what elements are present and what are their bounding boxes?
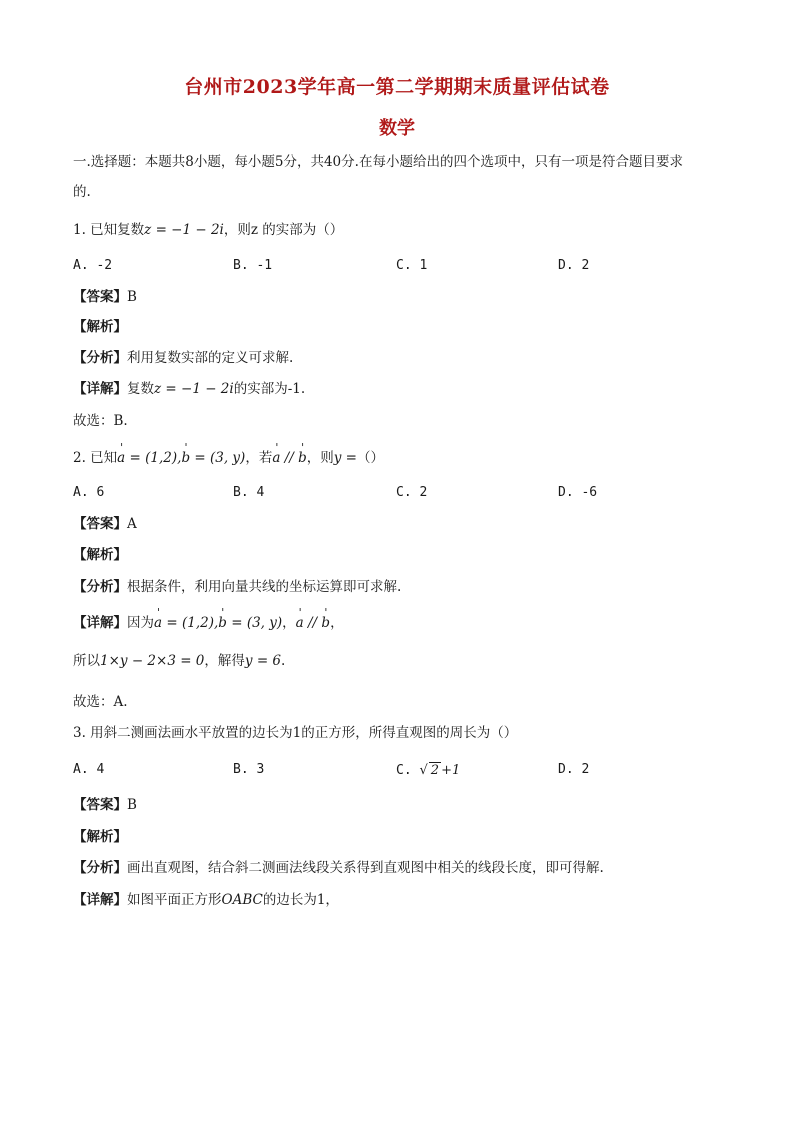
q1-answer-value: B	[127, 289, 137, 305]
q1-option-a: A. -2	[73, 258, 113, 273]
q2-xiangjie-pre: 因为	[127, 615, 154, 631]
q1-xiangjie-post: 的实部为-1.	[233, 381, 306, 397]
q3-analysis-label: 【解析】	[73, 829, 127, 845]
q2-step-dot: .	[281, 653, 286, 669]
section-instructions-line1: 一.选择题：本题共8小题，每小题5分，共40分.在每小题给出的四个选项中，只有一项是符合题目要求	[73, 154, 683, 170]
subject-title: 数学	[379, 118, 415, 139]
q2-answer-value: A	[127, 516, 137, 532]
q2-xiangjie	[73, 614, 344, 632]
q1-xiangjie-pre: 复数	[127, 381, 154, 397]
q1-option-c: C. 1	[396, 258, 428, 273]
q1-fenxi	[73, 349, 293, 367]
q3-xiangjie-label: 【详解】	[73, 892, 127, 908]
q2-xj-vector-a: ' a	[154, 614, 162, 632]
q1-conclusion: 故选：B.	[73, 413, 128, 429]
q1-xiangjie-expr: z = −1 − 2i	[154, 381, 234, 397]
q3-xiangjie-pre: 如图平面正方形	[127, 892, 222, 908]
q3-option-b: B. 3	[233, 762, 265, 777]
q2-xj-vector-b: ' b	[218, 614, 227, 632]
q2-fenxi	[73, 578, 401, 596]
exam-title: 台州市2023学年高一第二学期期末质量评估试卷	[184, 76, 610, 98]
q2-xj-end: ，	[330, 615, 344, 631]
q1-option-d: D. 2	[558, 258, 590, 273]
q2-option-c: C. 2	[396, 485, 428, 500]
q2-stem-post: ，则	[306, 450, 334, 466]
q1-analysis-label: 【解析】	[73, 319, 127, 335]
q2-analysis-label: 【解析】	[73, 547, 127, 563]
q2-step-expr: 1×y − 2×3 = 0	[100, 653, 205, 669]
q2-stem-mid: ，若	[245, 450, 273, 466]
q3-option-c	[396, 762, 460, 778]
q2-fenxi-label: 【分析】	[73, 579, 127, 595]
q2-vector-b: ' b	[181, 449, 190, 467]
q1-xiangjie	[73, 380, 305, 398]
q2-stem-pre: 2. 已知	[73, 450, 118, 466]
q3-option-c-rest: +1	[441, 763, 461, 778]
q2-xiangjie-label: 【详解】	[73, 615, 127, 631]
q1-xiangjie-label: 【详解】	[73, 381, 127, 397]
q3-option-c-sqrt-sign: √	[419, 763, 428, 778]
q3-answer-value: B	[127, 797, 137, 813]
q1-answer-label: 【答案】	[73, 289, 127, 305]
q3-xiangjie-shape: OABC	[221, 892, 263, 908]
q2-vector-a: ' a	[117, 449, 125, 467]
q2-eq1: = (1,2),	[125, 450, 182, 466]
q1-fenxi-text: 利用复数实部的定义可求解.	[127, 350, 294, 366]
q3-option-c-label: C.	[396, 763, 420, 778]
q1-stem-pre: 1. 已知复数	[73, 222, 145, 238]
q2-fenxi-text: 根据条件，利用向量共线的坐标运算即可求解.	[127, 579, 402, 595]
q3-option-a: A. 4	[73, 762, 105, 777]
q2-answer	[73, 515, 137, 533]
q2-step-result: y = 6	[244, 653, 282, 669]
q2-step-pre: 所以	[73, 653, 100, 669]
q3-fenxi	[73, 859, 604, 877]
q2-parallel: //	[280, 450, 299, 466]
q2-vector-a-2: ' a	[272, 449, 280, 467]
q1-stem-post: ，则z 的实部为（）	[223, 222, 344, 238]
q3-xiangjie-post: 的边长为1，	[262, 892, 339, 908]
q2-xj-eq2: = (3, y)	[226, 615, 283, 631]
q2-vector-b-2: ' b	[298, 449, 307, 467]
q1-fenxi-label: 【分析】	[73, 350, 127, 366]
q2-stem-end: （）	[356, 450, 384, 466]
q2-y-sym: y =	[333, 450, 357, 466]
q2-option-a: A. 6	[73, 485, 105, 500]
section-instructions-line2: 的.	[73, 184, 91, 200]
q2-xj-vector-a-2: ' a	[296, 614, 304, 632]
q2-option-d: D. -6	[558, 485, 598, 500]
q1-option-b: B. -1	[233, 258, 273, 273]
q3-fenxi-text: 画出直观图，结合斜二测画法线段关系得到直观图中相关的线段长度，即可得解.	[127, 860, 604, 876]
q2-step-mid: ，解得	[204, 653, 245, 669]
q2-xj-sep: ，	[282, 615, 296, 631]
q3-answer	[73, 796, 137, 814]
q2-stem	[73, 449, 384, 467]
q3-answer-label: 【答案】	[73, 797, 127, 813]
q1-stem-expr: z = −1 − 2i	[144, 222, 224, 238]
q3-option-d: D. 2	[558, 762, 590, 777]
q2-step	[73, 652, 285, 670]
q1-answer	[73, 288, 137, 306]
q3-fenxi-label: 【分析】	[73, 860, 127, 876]
q2-xj-vector-b-2: ' b	[321, 614, 330, 632]
q2-eq2: = (3, y)	[190, 450, 246, 466]
q2-option-b: B. 4	[233, 485, 265, 500]
q2-xj-eq1: = (1,2),	[162, 615, 219, 631]
q2-conclusion: 故选：A.	[73, 694, 128, 710]
q2-xj-parallel: //	[303, 615, 322, 631]
q3-option-c-radicand: 2	[430, 763, 440, 778]
q3-xiangjie	[73, 891, 339, 909]
q3-stem: 3. 用斜二测画法画水平放置的边长为1的正方形，所得直观图的周长为（）	[73, 725, 518, 741]
q2-answer-label: 【答案】	[73, 516, 127, 532]
q1-stem	[73, 221, 343, 239]
